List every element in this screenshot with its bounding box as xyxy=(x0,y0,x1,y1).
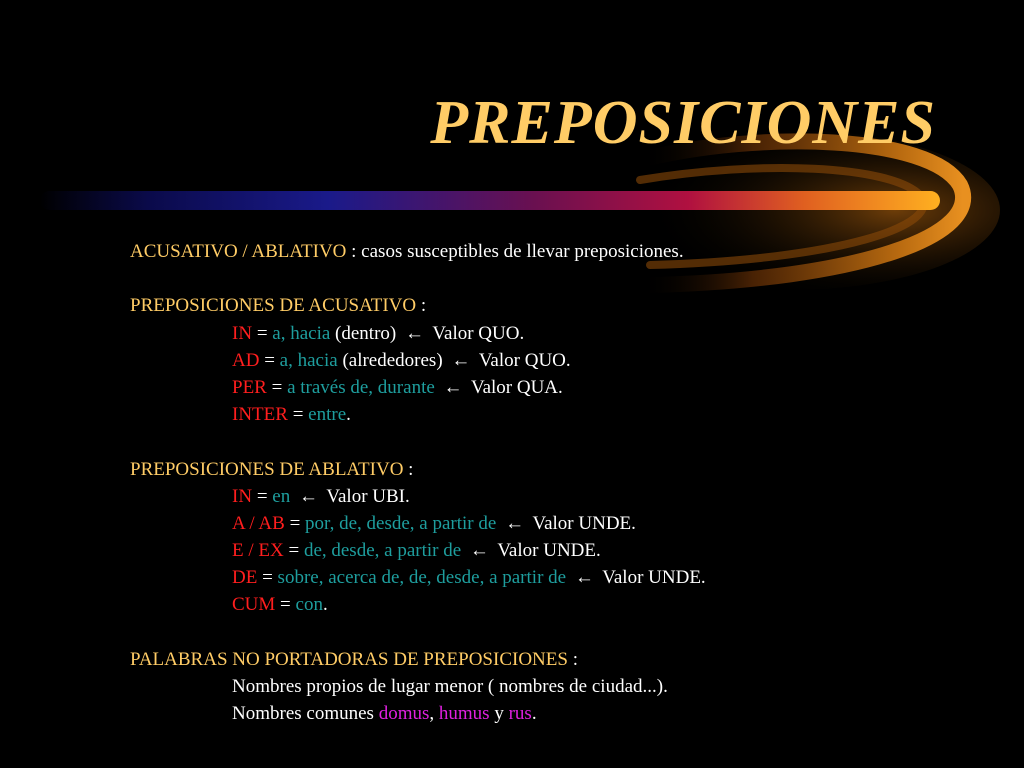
acusativo-colon: : xyxy=(416,295,427,317)
value: Valor QUA. xyxy=(466,376,563,398)
line-end: . xyxy=(531,703,537,725)
acusativo-item xyxy=(130,320,990,347)
meaning: por, de, desde, a partir de xyxy=(305,512,497,534)
value: Valor UBI. xyxy=(321,485,410,507)
left-arrow-icon: ← xyxy=(405,322,424,344)
preposition: E / EX xyxy=(232,540,284,562)
left-arrow-icon: ← xyxy=(298,485,318,507)
intro-text: : casos susceptibles de llevar preposiciones. xyxy=(346,241,684,262)
equals: = xyxy=(287,404,309,426)
extra: (alrededores) xyxy=(337,349,448,371)
preposition: INTER xyxy=(232,404,288,426)
value: Valor UNDE. xyxy=(528,512,636,534)
meaning: entre xyxy=(308,404,347,426)
ablativo-item xyxy=(130,483,990,510)
ablativo-item xyxy=(130,510,990,537)
ablativo-heading-line xyxy=(130,456,990,483)
meaning: en xyxy=(272,485,291,507)
preposition: AD xyxy=(232,349,260,371)
acusativo-item xyxy=(130,374,990,401)
preposition: PER xyxy=(232,376,267,398)
palabras-heading: PALABRAS NO PORTADORAS DE PREPOSICIONES xyxy=(130,648,568,670)
equals: = xyxy=(275,594,296,616)
spacer xyxy=(130,428,990,455)
left-arrow-icon: ← xyxy=(451,349,471,371)
equals: = xyxy=(257,567,278,589)
ablativo-item xyxy=(130,564,990,591)
slide-title: PREPOSICIONES xyxy=(430,89,936,157)
acusativo-heading: PREPOSICIONES DE ACUSATIVO xyxy=(130,295,417,317)
palabras-line-2 xyxy=(130,700,990,727)
palabras-text-1: Nombres propios de lugar menor ( nombres de ciudad...). xyxy=(232,676,668,697)
meaning: con xyxy=(295,594,323,616)
left-arrow-icon: ← xyxy=(505,512,525,534)
value: Valor UNDE. xyxy=(597,567,706,589)
ablativo-colon: : xyxy=(403,458,414,480)
preposition: CUM xyxy=(232,594,276,616)
noun-humus: humus xyxy=(438,703,490,725)
intro-heading: ACUSATIVO / ABLATIVO xyxy=(130,241,347,262)
value: Valor QUO. xyxy=(474,349,571,371)
meaning: de, desde, a partir de xyxy=(303,540,462,562)
preposition: DE xyxy=(232,567,258,589)
equals: = xyxy=(283,540,304,562)
equals: = xyxy=(252,485,273,507)
left-arrow-icon: ← xyxy=(469,540,489,562)
acusativo-item xyxy=(130,401,990,428)
meaning: a, hacia xyxy=(279,349,338,371)
palabras-colon: : xyxy=(567,648,578,670)
left-arrow-icon: ← xyxy=(574,567,594,589)
meaning: sobre, acerca de, de, desde, a partir de xyxy=(277,567,567,589)
equals: = xyxy=(252,322,273,344)
meaning: a, hacia xyxy=(272,322,331,344)
preposition: IN xyxy=(232,322,253,344)
preposition: A / AB xyxy=(232,512,285,534)
noun-domus: domus xyxy=(378,703,430,725)
ablativo-item xyxy=(130,537,990,564)
swoosh-bar xyxy=(40,191,940,210)
ablativo-heading: PREPOSICIONES DE ABLATIVO xyxy=(130,458,404,480)
spacer xyxy=(130,619,990,646)
ablativo-item xyxy=(130,591,990,618)
spacer xyxy=(130,265,990,292)
extra: (dentro) xyxy=(330,322,401,344)
equals: = xyxy=(259,349,280,371)
palabras-prefix: Nombres comunes xyxy=(232,703,379,725)
value: Valor UNDE. xyxy=(492,540,601,562)
left-arrow-icon: ← xyxy=(443,376,463,398)
acusativo-item xyxy=(130,347,990,374)
extra xyxy=(435,377,440,398)
separator: , xyxy=(429,703,439,725)
equals: = xyxy=(266,376,288,398)
extra: . xyxy=(322,594,328,616)
extra: . xyxy=(346,404,351,426)
separator: y xyxy=(489,703,509,725)
noun-rus: rus xyxy=(508,703,532,725)
intro-line xyxy=(130,238,990,265)
slide-body xyxy=(130,238,990,727)
palabras-heading-line xyxy=(130,646,990,673)
preposition: IN xyxy=(232,485,253,507)
palabras-line-1 xyxy=(130,673,990,700)
acusativo-heading-line xyxy=(130,292,990,319)
equals: = xyxy=(284,512,306,534)
meaning: a través de, durante xyxy=(287,376,435,398)
value: Valor QUO. xyxy=(428,322,525,344)
